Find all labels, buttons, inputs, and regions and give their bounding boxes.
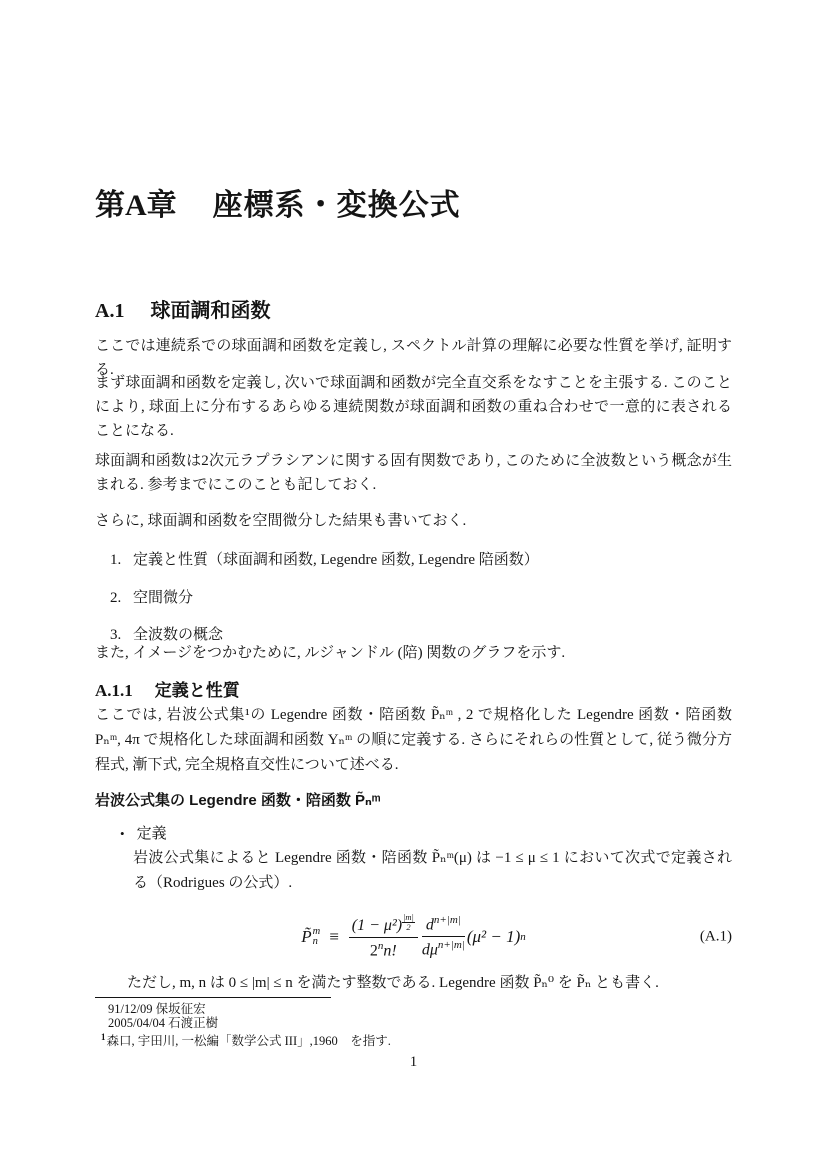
bullet-item bbox=[120, 822, 167, 843]
exp-den: 2 bbox=[406, 922, 411, 933]
math-d-exp: n+|m| bbox=[433, 914, 461, 927]
math-p-tilde: P̃ bbox=[301, 926, 312, 946]
subsection-number: A.1.1 bbox=[95, 681, 133, 700]
footnote-date-author: 2005/04/04 石渡正樹 bbox=[108, 1016, 219, 1030]
footnote-text: 森口, 宇田川, 一松編「数学公式 III」,1960 を指す. bbox=[106, 1034, 391, 1049]
section-title: 球面調和函数 bbox=[150, 300, 271, 322]
paragraph-intro: ここでは連続系での球面調和函数を定義し, スペクトル計算の理解に必要な性質を挙げ, 証明する. bbox=[95, 338, 732, 378]
chapter-title: 座標系・変換公式 bbox=[212, 189, 461, 222]
math-sup-m: m bbox=[312, 925, 321, 937]
section-heading bbox=[95, 294, 732, 323]
chapter-number: 第A章 bbox=[95, 189, 177, 222]
math-d: d bbox=[425, 916, 434, 934]
paragraph-graph-note: また, イメージをつかむために, ルジャンドル (陪) 関数のグラフを示す. bbox=[95, 645, 566, 661]
math-rhs-exp: n bbox=[520, 930, 526, 943]
footnote-marker: 1 bbox=[101, 1032, 106, 1042]
equation-formula bbox=[301, 913, 526, 960]
math-den-exp: n bbox=[377, 940, 384, 953]
bullet-label: 定義 bbox=[136, 826, 167, 842]
list-item bbox=[110, 548, 730, 569]
chapter-heading bbox=[95, 188, 732, 224]
equation-number: (A.1) bbox=[699, 928, 732, 945]
list-item bbox=[110, 586, 730, 607]
footnote-reference bbox=[101, 1030, 391, 1048]
paragraph-laplacian: 球面調和函数は2次元ラプラシアンに関する固有関数であり, このために全波数という概念が生まれる. 参考までにこのことも記しておく. bbox=[95, 453, 732, 493]
list-item-text: 空間微分 bbox=[133, 590, 194, 606]
math-subsup bbox=[313, 927, 321, 947]
math-dmu-exp: n+|m| bbox=[437, 939, 465, 952]
list-item-number: 3. bbox=[110, 627, 122, 643]
paragraph-overview: まず球面調和函数を定義し, 次いで球面調和函数が完全直交系をなすことを主張する. このことにより, 球面上に分布するあらゆる連続関数が球面調和函数の重ね合わせで一意的に表されることになる. bbox=[95, 375, 732, 439]
math-den-factorial: n! bbox=[383, 942, 397, 960]
runin-heading: 岩波公式集の Legendre 函数・陪函数 P̃ₙᵐ bbox=[95, 792, 381, 809]
fraction-rodrigues bbox=[349, 913, 418, 960]
paragraph-condition: ただし, m, n は 0 ≤ |m| ≤ n を満たす整数である. Legendre 函数 P̃ₙ⁰ を P̃ₙ とも書く. bbox=[127, 975, 659, 991]
equation bbox=[95, 906, 732, 968]
math-sub-n: n bbox=[312, 935, 318, 947]
subsection-title: 定義と性質 bbox=[154, 681, 240, 700]
math-den-coef: 2 bbox=[369, 942, 378, 960]
math-rhs: (μ² − 1) bbox=[466, 926, 521, 946]
list-item-text: 全波数の概念 bbox=[133, 627, 224, 643]
subsection-heading bbox=[95, 676, 732, 701]
exp-num: |m| bbox=[403, 912, 414, 923]
bullet-body: 岩波公式集によると Legendre 函数・陪函数 P̃ₙᵐ(μ) は −1 ≤ μ ≤ 1 において次式で定義される（Rodrigues の公式）. bbox=[133, 850, 732, 891]
fraction-derivative bbox=[422, 914, 465, 960]
list-item-text: 定義と性質（球面調和函数, Legendre 函数, Legendre 陪函数） bbox=[133, 552, 539, 568]
section-number: A.1 bbox=[95, 300, 125, 322]
exponent-fraction bbox=[402, 913, 415, 931]
page-number: 1 bbox=[409, 1054, 418, 1070]
footnote-date-author: 91/12/09 保坂征宏 bbox=[108, 1002, 206, 1016]
equiv-sign: ≡ bbox=[329, 926, 339, 946]
math-dmu: dμ bbox=[421, 941, 438, 959]
paragraph-definitions: ここでは, 岩波公式集¹の Legendre 函数・陪函数 P̃ₙᵐ , 2 で規格化した Legendre 函数・陪函数 Pₙᵐ, 4π で規格化した球面調和函数 Yₙᵐ の順に定義する. さらにそれらの性質として, 従う微分方程式, 漸下式, 完全規格直交性について述べる. bbox=[95, 707, 732, 773]
bullet-icon: • bbox=[120, 826, 125, 841]
paragraph-derivative: さらに, 球面調和函数を空間微分した結果も書いておく. bbox=[95, 513, 467, 529]
math-num: (1 − μ²) bbox=[351, 917, 403, 935]
footnote-rule bbox=[95, 997, 331, 998]
list-item-number: 1. bbox=[110, 552, 122, 568]
list-item-number: 2. bbox=[110, 590, 122, 606]
